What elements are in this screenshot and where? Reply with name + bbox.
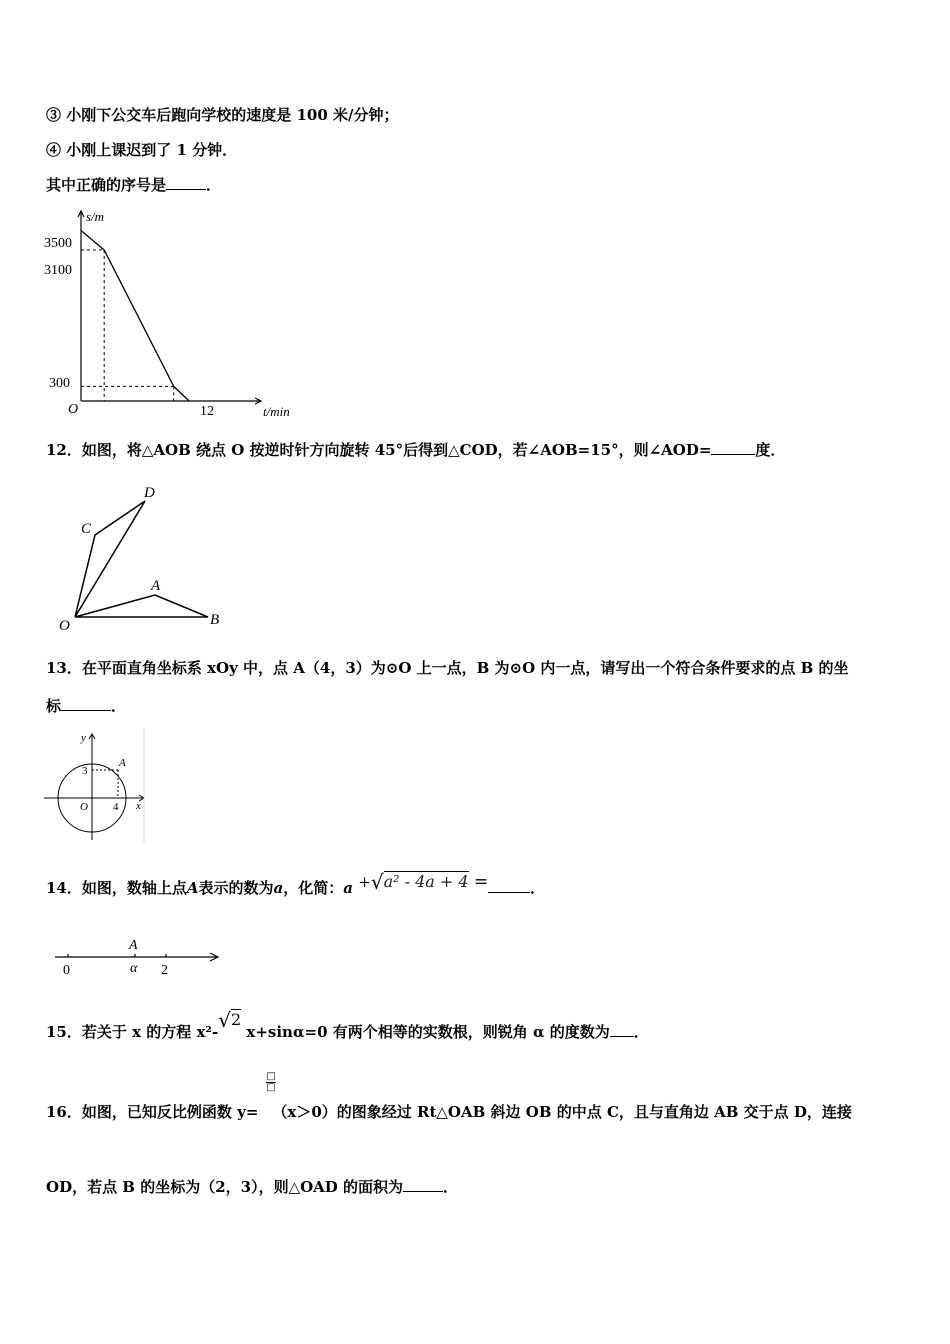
answer-blank (61, 710, 111, 711)
question-14 (46, 870, 546, 898)
answer-blank (711, 454, 755, 455)
point-a-label: A (186, 879, 199, 897)
question-16-line1 (46, 1101, 852, 1122)
label-alpha: α (130, 961, 138, 976)
x-tick-12: 12 (200, 404, 214, 419)
plus-sign: + (358, 873, 371, 891)
label-o: O (80, 801, 88, 813)
question-text-cont: 标 (46, 697, 62, 715)
triangle-cod (75, 501, 145, 617)
sqrt-number: 2 (230, 1010, 242, 1029)
label-x: x (136, 800, 141, 812)
sqrt-sign: √ (218, 1008, 231, 1032)
label-a-point: A (129, 938, 138, 953)
question-text-1: 如图，数轴上点 (81, 879, 187, 897)
question-12 (46, 439, 785, 460)
question-end: ． (530, 879, 546, 897)
question-text-1: 若关于 x 的方程 x²- (81, 1023, 219, 1041)
triangle-aob (75, 595, 208, 617)
question-number: 15． (46, 1023, 82, 1041)
label-a: A (119, 757, 126, 769)
question-13-line1 (46, 657, 849, 678)
answer-blank (488, 892, 530, 893)
graph-segment-2 (104, 250, 174, 386)
number-line-figure (50, 932, 225, 977)
origin-label: O (68, 402, 79, 417)
var-a: a (273, 879, 284, 897)
fraction-top: □ (266, 1071, 276, 1082)
prompt-end: ． (206, 176, 222, 194)
fraction-bottom: □ (266, 1082, 276, 1093)
question-number: 13． (46, 659, 82, 677)
sqrt-sign: √ (370, 870, 384, 894)
label-d: D (144, 485, 155, 501)
distance-time-graph (40, 205, 310, 420)
label-c: C (81, 521, 92, 537)
label-4: 4 (113, 801, 119, 813)
question-end: ． (633, 1023, 649, 1041)
question-end: 度． (755, 441, 786, 459)
equals-sign: = (473, 872, 489, 892)
statement-3: ③ 小刚下公交车后跑向学校的速度是 100 米/分钟； (46, 106, 399, 124)
graph-segment-1 (81, 230, 104, 249)
question-end: ． (111, 697, 127, 715)
question-text-2: （x＞0）的图象经过 Rt△OAB 斜边 OB 的中点 C，且与直角边 AB 交于点 D，连接 (272, 1103, 852, 1121)
circle-coordinate-figure (44, 728, 149, 843)
fraction-k-over-x (266, 1072, 276, 1093)
label-o: O (59, 618, 70, 634)
label-2: 2 (161, 963, 168, 977)
y-axis-label: s/m (86, 209, 105, 224)
question-text: 如图，将△AOB 绕点 O 按逆时针方向旋转 45°后得到△COD，若∠AOB=15°，则∠AOD= (81, 441, 712, 459)
radicand: a² - 4a + 4 (383, 872, 469, 891)
statement-4: ④ 小刚上课迟到了 1 分钟． (46, 141, 238, 159)
question-text: 在平面直角坐标系 xOy 中，点 A（4，3）为⊙O 上一点，B 为⊙O 内一点，请写出一个符合条件要求的点 B 的坐 (81, 659, 849, 677)
question-end: ． (443, 1178, 459, 1196)
answer-blank (166, 189, 206, 190)
question-15 (46, 1008, 649, 1042)
answer-blank (403, 1191, 443, 1192)
label-b: B (210, 612, 220, 628)
question-16-line2 (46, 1176, 458, 1197)
label-0: 0 (63, 963, 70, 977)
question-11-prompt (46, 174, 221, 195)
question-number: 14． (46, 879, 82, 897)
question-text-1: 如图，已知反比例函数 y= (81, 1103, 259, 1121)
question-13-line2 (46, 695, 126, 716)
label-a: A (151, 578, 161, 594)
question-number: 16． (46, 1103, 82, 1121)
answer-blank (610, 1036, 634, 1037)
y-tick-3100: 3100 (44, 263, 72, 278)
question-text-3: OD，若点 B 的坐标为（2，3），则△OAD 的面积为 (46, 1178, 404, 1196)
expr-a: a (343, 879, 354, 897)
graph-segment-3 (174, 386, 189, 401)
question-text-2: x+sinα=0 有两个相等的实数根，则锐角 α 的度数为 (246, 1023, 610, 1041)
prompt-text: 其中正确的序号是 (46, 176, 167, 194)
question-text-3: ，化简： (283, 879, 344, 897)
question-number: 12． (46, 441, 82, 459)
y-tick-3500: 3500 (44, 236, 72, 251)
question-text-2: 表示的数为 (198, 879, 274, 897)
rotation-figure (50, 480, 240, 640)
x-axis-label: t/min (263, 404, 290, 419)
label-3: 3 (82, 765, 88, 777)
label-y: y (81, 732, 86, 744)
y-tick-300: 300 (49, 376, 70, 391)
